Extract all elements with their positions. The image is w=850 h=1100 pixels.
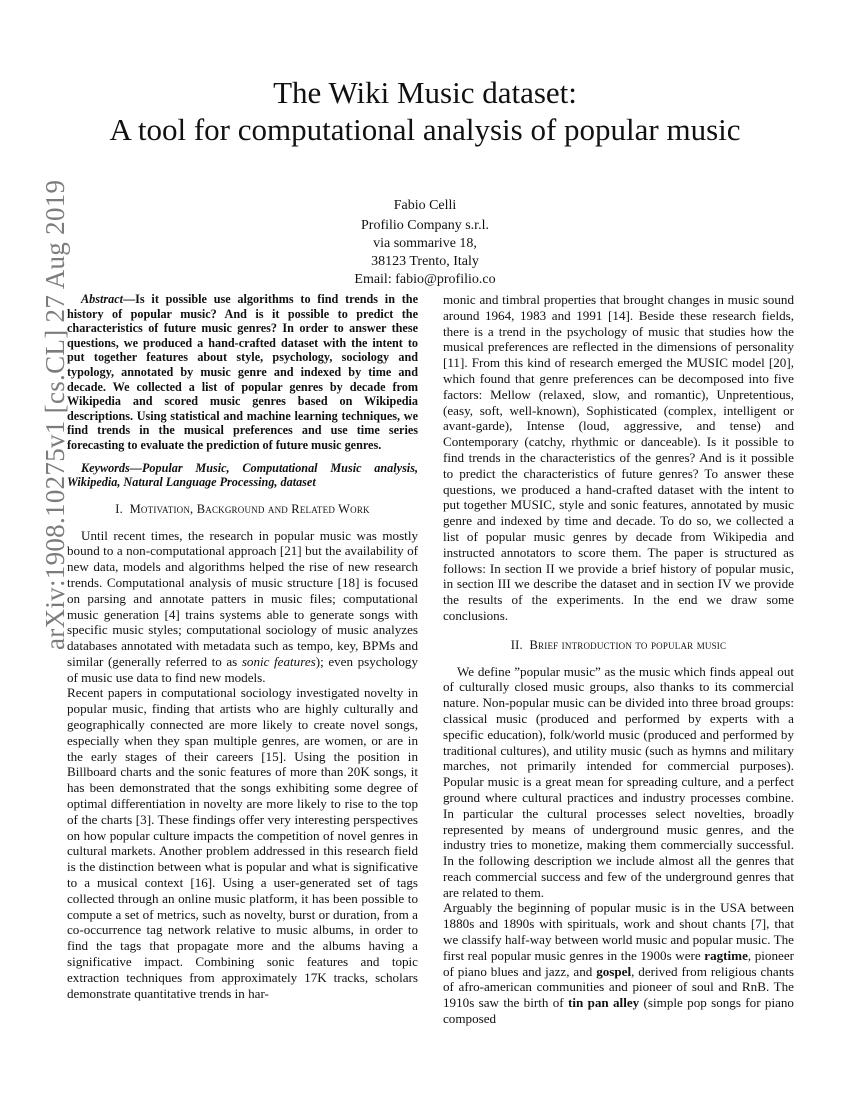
author-city: 38123 Trento, Italy: [371, 254, 479, 269]
s2p2-bold-ragtime: ragtime: [704, 947, 748, 963]
s1p1-emphasis: sonic features: [241, 653, 316, 669]
section-1-number: I.: [115, 501, 123, 516]
s2p2-text-e: (simple pop songs for piano composed: [443, 995, 794, 1027]
section-2-paragraph-2: [443, 900, 794, 1026]
arxiv-stamp: arXiv:1908.10275v1 [cs.CL] 27 Aug 2019: [40, 179, 70, 650]
keywords: Keywords—Popular Music, Computational Music analysis, Wikipedia, Natural Language Processing, dataset: [67, 460, 418, 490]
section-1-paragraph-1: [67, 528, 418, 686]
right-paragraph-1: monic and timbral properties that brought changes in music sound around 1964, 1983 and 1991 [14]. Beside these research fields, there is a trend in the psychology of music that studies how the musical preferences are reflected in the dimensions of personality [11]. From this kind of research emerged the MUSIC model [20], which found that genre preferences can be decomposed into five factors: Mellow (relaxed, slow, and romantic), Unpretentious, (easy, soft, well-known), Sophisticated (complex, intelligent or avant-garde), Intense (loud, aggressive, and tense) and Contemporary (catchy, rhythmic or danceable). Is it possible to find trends in the characteristics of the genres? And is it possible to predict the characteristics of future genres? To answer these questions, we produced a hand-crafted dataset with the intent to put together MUSIC, style and sonic features, annotated by music genre and indexed by time and decade. To do so, we collected a list of popular music genres by decade from Wikipedia and instructed annotators to score them. The paper is structured as follows: In section II we provide a brief history of popular music, in section III we describe the dataset and in section IV we provide the results of the experiments. In the end we draw some conclusions.: [443, 292, 794, 623]
section-2-paragraph-1: We define ”popular music” as the music which finds appeal out of culturally closed music groups, also thanks to its commercial nature. Non-popular music can be divided into three broad groups: classical music (produced and performed by experts with a specific education), folk/world music (produced and performed by traditional cultures), and utility music (such as hymns and military marches, not primarily intended for commercial purposes). Popular music is a great mean for spreading culture, and a perfect ground where cultural practices and industry processes combine. In particular the cultural processes select novelties, broadly represented by means of underground music genres, and the industry tries to monetize, making them commercially successful. In the following description we include almost all the genres that reach commercial success and few of the underground genres that are related to them.: [443, 663, 794, 900]
s2p2-text-a: Arguably the beginning of popular music is in the USA between 1880s and 1890s with spirituals, work and shout chants [7], that we classify half-way between world music and popular music. The first real popular music genres in the 1900s were: [443, 900, 794, 963]
section-2-heading: [443, 638, 794, 654]
s2p2-bold-gospel: gospel: [596, 963, 632, 979]
title-line-1: The Wiki Music dataset:: [273, 75, 577, 110]
title-line-2: A tool for computational analysis of popular music: [109, 112, 741, 147]
section-2-number: II.: [510, 637, 523, 652]
abstract: [67, 292, 418, 453]
abstract-label: Abstract: [81, 292, 123, 306]
author-name: Fabio Celli: [393, 198, 457, 213]
author-street: via sommarive 18,: [373, 236, 477, 251]
section-2-title: Brief introduction to popular music: [529, 637, 727, 652]
section-1-heading: [67, 502, 418, 518]
author-company: Profilio Company s.r.l.: [361, 218, 489, 233]
paper-title: [0, 74, 850, 148]
abstract-text: —Is it possible use algorithms to find trends in the history of popular music? And is it possible to predict the characteristics of future music genres? In order to answer these questions, we produced a hand-crafted dataset with the intent to put together features about style, psychology, sociology and typology, annotated by music genre and indexed by time and decade. We collected a list of popular genres by decade from Wikipedia and scored music genres based on Wikipedia descriptions. Using statistical and machine learning techniques, we find trends in the musical preferences and use time series forecasting to evaluate the prediction of future music genres.: [67, 292, 418, 452]
author-email: Email: fabio@profilio.co: [354, 272, 496, 287]
section-1-paragraph-2: Recent papers in computational sociology investigated novelty in popular music, finding that artists who are highly culturally and geographically connected are more likely to create novel songs, especially when they span multiple genres, are women, or are in the early stages of their careers [15]. Using the position in Billboard charts and the sonic features of more than 20K songs, it has been demonstrated that the songs exhibiting some degree of optimal differentiation in novelty are more likely to rise to the top of the charts [3]. These findings offer very interesting perspectives on how popular culture impacts the competition of novel genres in cultural markets. Another problem addressed in this research field is the distinction between what is popular and what is significative to a musical context [16]. Using a user-generated set of tags collected through an online music platform, it has been possible to compute a set of metrics, such as novelty, burst or duration, from a co-occurrence tag network relative to music albums, in order to find the tags that propagate more and the albums having a significative impact. Combining sonic features and topic extraction techniques from approximately 17K tracks, scholars demonstrate quantitative trends in har-: [67, 685, 418, 1001]
s1p1-text-b: ); even psychology of music use data to find new models.: [67, 653, 418, 685]
s2p2-bold-tin-pan-alley: tin pan alley: [567, 995, 640, 1011]
left-column: [67, 292, 418, 1001]
section-1-title: Motivation, Background and Related Work: [129, 501, 370, 516]
s1p1-text-a: Until recent times, the research in popular music was mostly bound to a non-computational approach [21] but the availability of new data, models and algorithms helped the rise of new research trends. Computational analysis of music structure [18] is focused on parsing and annotate patters in music files; computational music generation [4] trains systems able to generate songs with specific music styles; computational sociology of music analyzes databases annotated with metadata such as tempo, key, BPMs and similar (generally referred to as: [67, 527, 418, 669]
s2p2-text-d: , derived from religious chants of afro-american communities and pioneer of soul and RnB. The 1910s saw the birth of: [443, 963, 794, 1011]
author-block: [0, 197, 850, 289]
s2p2-text-c: , pioneer of piano blues and jazz, and: [443, 947, 795, 979]
right-column: [443, 292, 794, 1027]
